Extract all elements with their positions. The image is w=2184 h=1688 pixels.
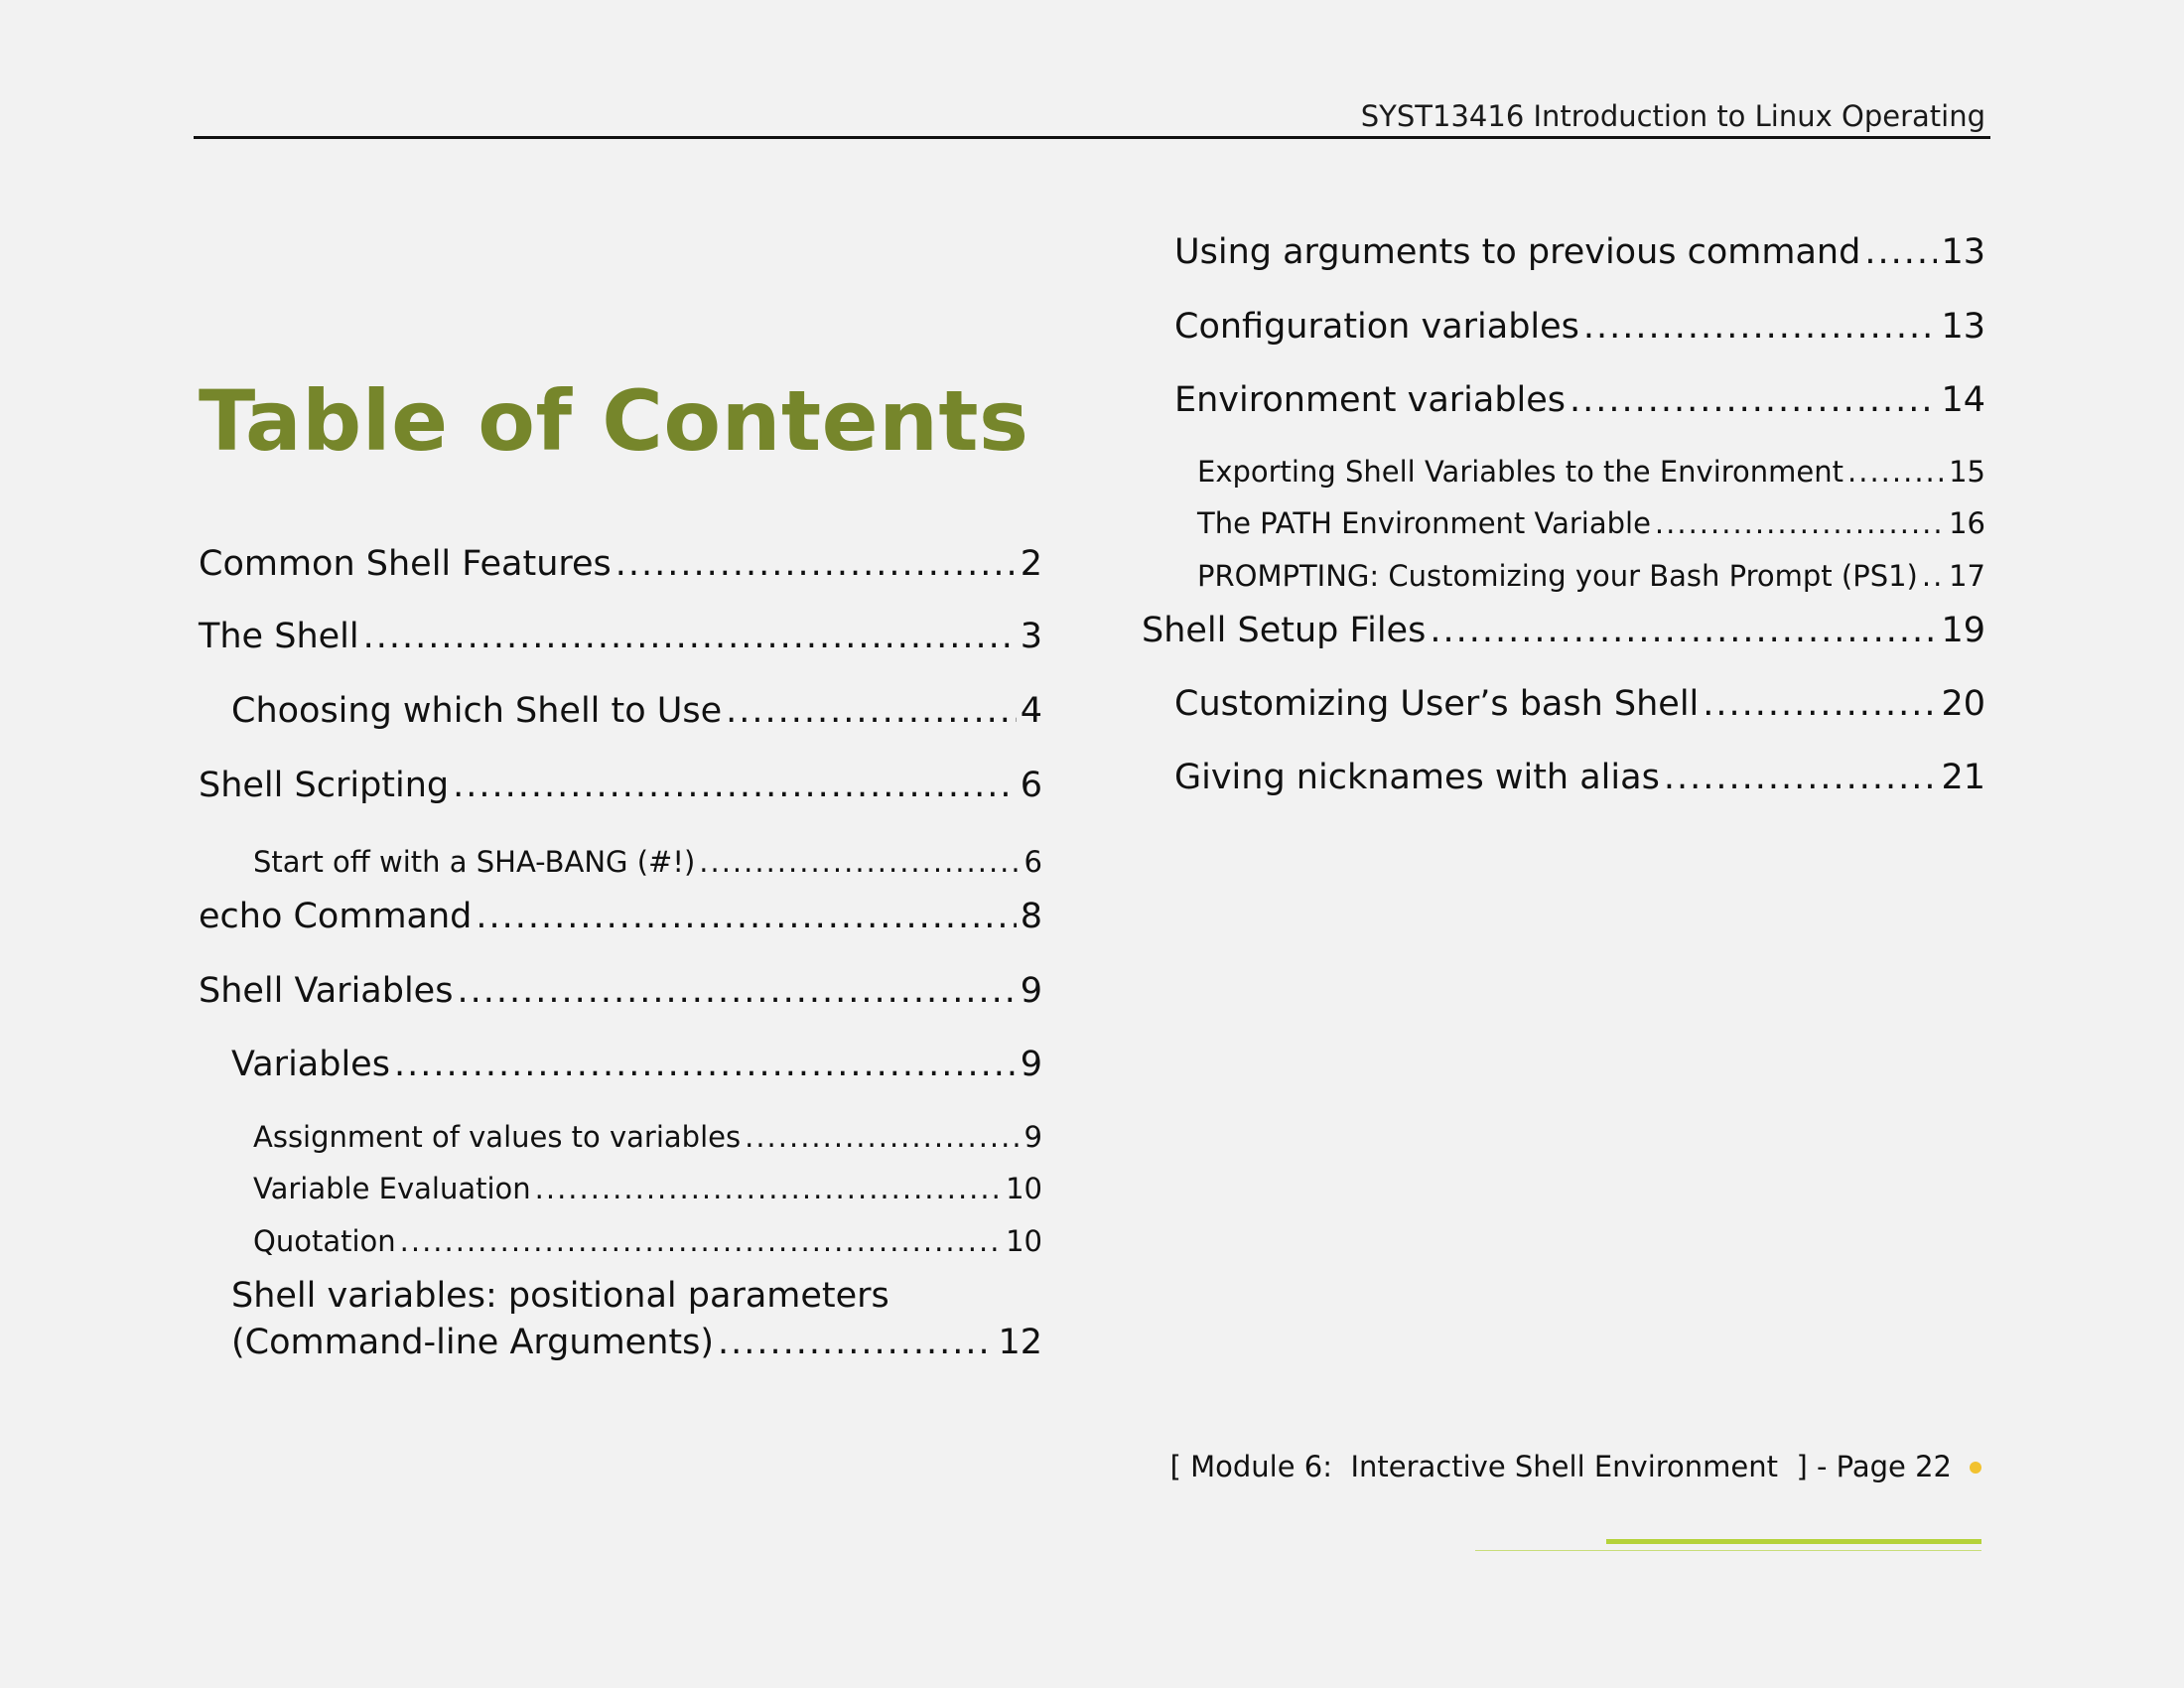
toc-entry[interactable] — [1174, 307, 1985, 347]
toc-entry-text: echo Command — [199, 897, 473, 936]
toc-entry[interactable] — [231, 691, 1042, 731]
toc-entry-text: Exporting Shell Variables to the Environment — [1197, 455, 1844, 489]
toc-entry[interactable] — [199, 766, 1042, 805]
toc-leader — [394, 1045, 1017, 1084]
toc-entry[interactable] — [253, 1120, 1042, 1154]
toc-entry[interactable] — [231, 1045, 1042, 1084]
page-title: Table of Contents — [199, 372, 1029, 470]
toc-leader — [1583, 307, 1938, 347]
toc-leader — [457, 971, 1016, 1011]
footer-accent-line — [1475, 1550, 1981, 1551]
footer-accent-bar — [1606, 1539, 1981, 1544]
toc-entry-text: Quotation — [253, 1224, 396, 1258]
toc-entry-line1[interactable] — [231, 1276, 1042, 1316]
toc-leader — [535, 1172, 1002, 1205]
toc-page-number: 16 — [1949, 506, 1985, 540]
toc-page-number: 6 — [1020, 766, 1042, 805]
toc-entry-text: The PATH Environment Variable — [1197, 506, 1651, 540]
toc-page-number: 21 — [1941, 758, 1985, 797]
toc-leader — [1570, 380, 1937, 420]
toc-entry-text: Using arguments to previous command — [1174, 232, 1861, 272]
toc-leader — [363, 617, 1017, 656]
toc-leader — [400, 1224, 1002, 1258]
toc-page-number: 20 — [1941, 684, 1985, 724]
toc-page-number: 10 — [1006, 1224, 1042, 1258]
toc-entry-text: Configuration variables — [1174, 307, 1579, 347]
toc-entry-text: PROMPTING: Customizing your Bash Prompt (PS1) — [1197, 559, 1918, 593]
toc-entry[interactable] — [199, 617, 1042, 656]
toc-entry-text: Giving nicknames with alias — [1174, 758, 1660, 797]
toc-entry-text: Variables — [231, 1045, 390, 1084]
toc-entry[interactable] — [1197, 506, 1985, 540]
toc-entry-text: Shell variables: positional parameters — [231, 1276, 889, 1316]
toc-entry[interactable] — [253, 1224, 1042, 1258]
toc-leader — [1703, 684, 1937, 724]
toc-page-number: 10 — [1006, 1172, 1042, 1205]
toc-page-number: 13 — [1941, 232, 1985, 272]
toc-entry[interactable] — [1142, 611, 1985, 650]
toc-leader — [1664, 758, 1938, 797]
toc-entry-text: The Shell — [199, 617, 359, 656]
running-header: SYST13416 Introduction to Linux Operating — [1360, 99, 1985, 133]
toc-entry-text: Variable Evaluation — [253, 1172, 531, 1205]
toc-entry-text: Shell Scripting — [199, 766, 450, 805]
toc-page-number: 19 — [1941, 611, 1985, 650]
toc-entry-text: Customizing User’s bash Shell — [1174, 684, 1700, 724]
toc-entry-text: Common Shell Features — [199, 544, 612, 584]
toc-page-number: 8 — [1020, 897, 1042, 936]
toc-page-number: 13 — [1941, 307, 1985, 347]
toc-page-number: 14 — [1941, 380, 1985, 420]
toc-leader — [1847, 455, 1945, 489]
toc-page-number: 6 — [1024, 845, 1042, 879]
toc-entry[interactable] — [199, 544, 1042, 584]
toc-entry[interactable] — [1197, 455, 1985, 489]
toc-entry-text: (Command-line Arguments) — [231, 1323, 715, 1362]
toc-entry-text: Shell Variables — [199, 971, 454, 1011]
toc-entry-text: Start off with a SHA-BANG (#!) — [253, 845, 696, 879]
toc-leader — [745, 1120, 1020, 1154]
toc-entry[interactable] — [253, 1172, 1042, 1205]
toc-page-number: 2 — [1020, 544, 1042, 584]
toc-leader — [718, 1323, 994, 1362]
toc-entry-text: Environment variables — [1174, 380, 1567, 420]
toc-leader — [1655, 506, 1945, 540]
toc-page-number: 15 — [1949, 455, 1985, 489]
toc-entry[interactable] — [1197, 559, 1985, 593]
header-rule — [194, 136, 1990, 139]
toc-entry[interactable] — [1174, 380, 1985, 420]
toc-leader — [476, 897, 1016, 936]
toc-entry[interactable] — [199, 897, 1042, 936]
toc-entry-text: Shell Setup Files — [1142, 611, 1427, 650]
toc-page-number: 4 — [1020, 691, 1042, 731]
toc-entry[interactable] — [253, 845, 1042, 879]
toc-leader — [1922, 559, 1945, 593]
toc-leader — [615, 544, 1017, 584]
toc-leader — [1864, 232, 1937, 272]
toc-entry[interactable] — [1174, 758, 1985, 797]
toc-entry[interactable] — [1174, 232, 1985, 272]
toc-entry-text: Assignment of values to variables — [253, 1120, 742, 1154]
toc-entry[interactable] — [231, 1323, 1042, 1362]
toc-page-number: 3 — [1020, 617, 1042, 656]
page-footer: [ Module 6: Interactive Shell Environment ] - Page 22 — [1169, 1450, 1952, 1483]
toc-entry[interactable] — [199, 971, 1042, 1011]
toc-page-number: 9 — [1024, 1120, 1042, 1154]
toc-leader — [453, 766, 1017, 805]
toc-entry[interactable] — [1174, 684, 1985, 724]
toc-entry-text: Choosing which Shell to Use — [231, 691, 723, 731]
toc-leader — [726, 691, 1017, 731]
toc-leader — [699, 845, 1020, 879]
toc-page-number: 12 — [998, 1323, 1042, 1362]
toc-page-number: 9 — [1020, 971, 1042, 1011]
toc-page-number: 9 — [1020, 1045, 1042, 1084]
toc-leader — [1430, 611, 1937, 650]
footer-dot-icon — [1970, 1462, 1981, 1474]
toc-page-number: 17 — [1949, 559, 1985, 593]
